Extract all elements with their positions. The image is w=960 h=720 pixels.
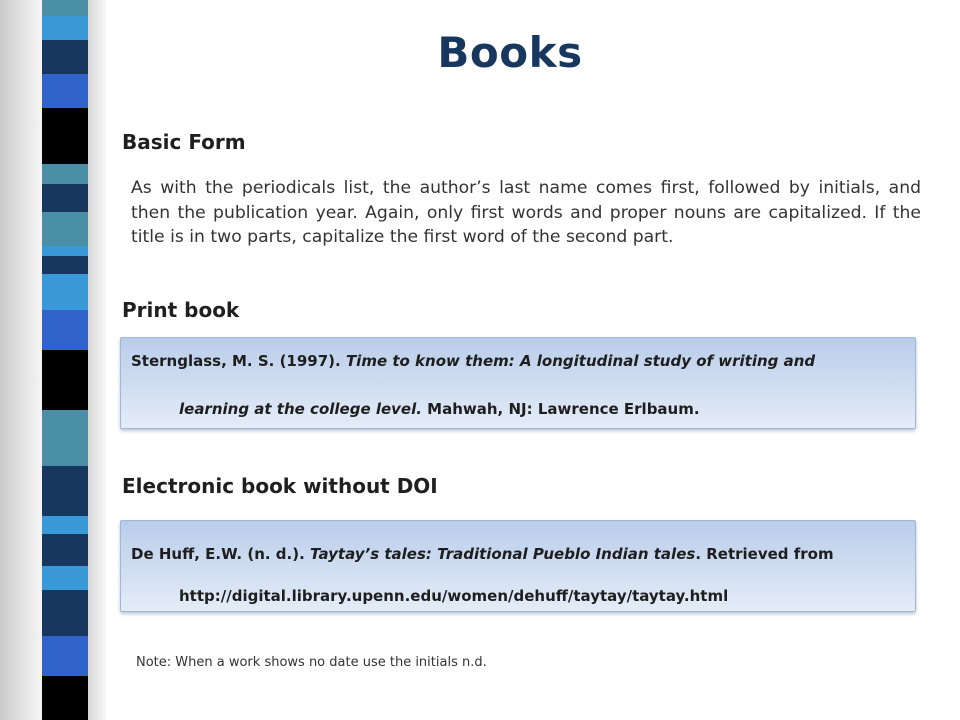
print-book-author: Sternglass, M. S. (1997). <box>131 352 346 370</box>
stripe-color-blocks <box>42 0 88 720</box>
ebook-heading: Electronic book without DOI <box>122 474 438 498</box>
ebook-reference-box <box>120 520 916 612</box>
print-book-publisher: Mahwah, NJ: Lawrence Erlbaum. <box>421 400 700 418</box>
slide-title: Books <box>437 28 583 77</box>
footnote: Note: When a work shows no date use the initials n.d. <box>136 655 487 670</box>
print-book-reference-line-1 <box>131 352 815 370</box>
print-book-heading: Print book <box>122 298 240 322</box>
ebook-title: Taytay’s tales: Traditional Pueblo Indian tales <box>310 545 696 563</box>
ebook-reference-line-1 <box>131 545 834 563</box>
ebook-url: http://digital.library.upenn.edu/women/dehuff/taytay/taytay.html <box>179 587 729 605</box>
ebook-reference-line-2 <box>179 587 728 605</box>
print-book-reference-line-2 <box>179 400 700 418</box>
print-book-title-part-2: learning at the college level. <box>179 400 422 418</box>
ebook-author: De Huff, E.W. (n. d.). <box>131 545 311 563</box>
stripe-gray-band <box>0 0 42 720</box>
print-book-reference-box <box>120 337 916 429</box>
stripe-edge <box>88 0 106 720</box>
decorative-stripe <box>0 0 106 720</box>
basic-form-paragraph: As with the periodicals list, the author’s last name comes first, followed by initials, and then the publication year. Again, only first words and proper nouns are capitalized. If the title is in two parts, capitalize the first word of the second part. <box>131 178 921 247</box>
basic-form-heading: Basic Form <box>122 130 246 154</box>
ebook-retrieved-text: . Retrieved from <box>695 545 834 563</box>
print-book-title-part-1: Time to know them: A longitudinal study of writing and <box>345 352 816 370</box>
